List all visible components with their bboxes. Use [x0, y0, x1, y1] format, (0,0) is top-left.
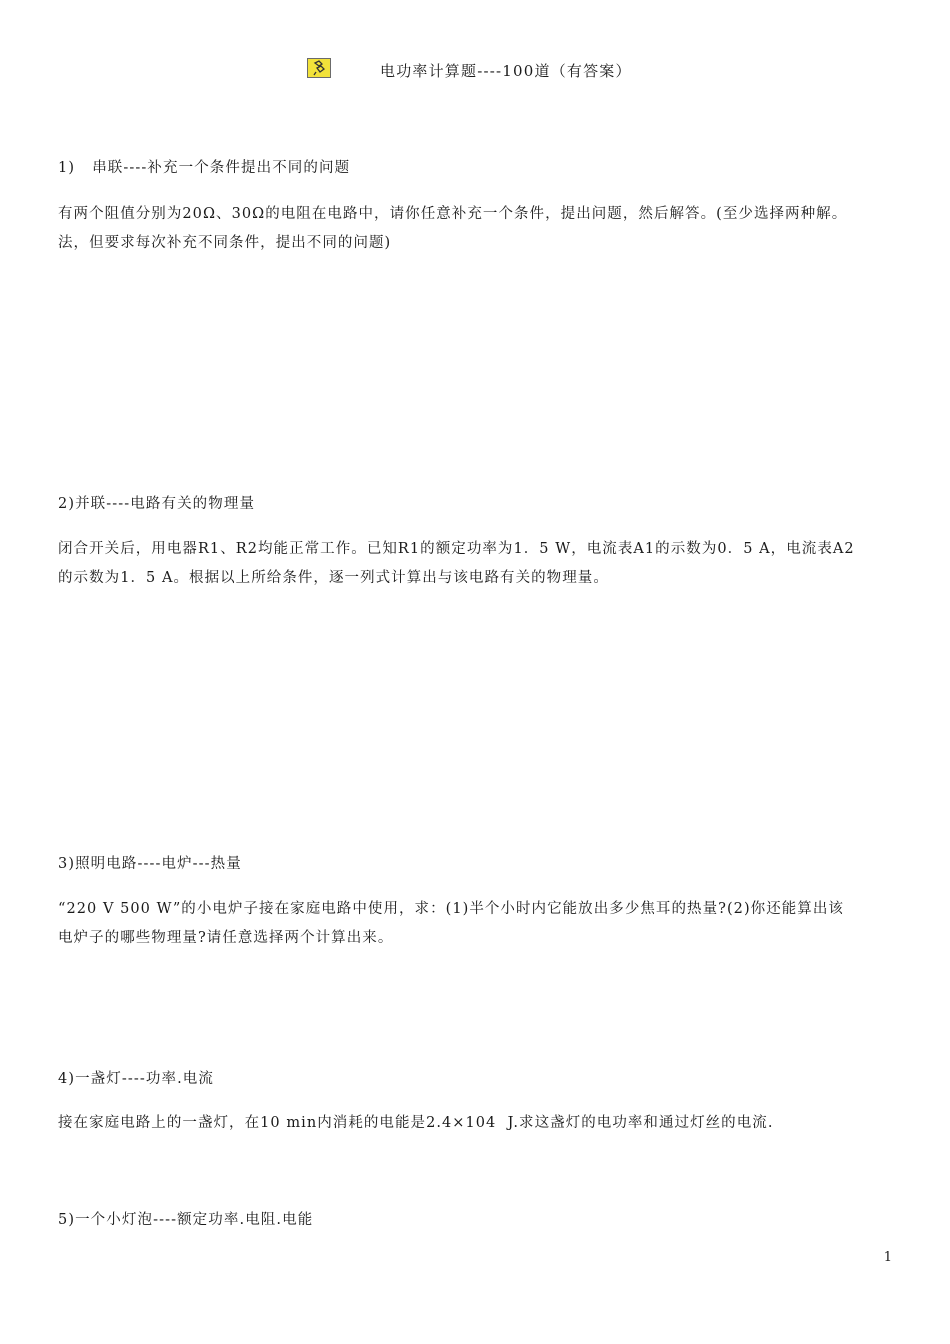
question-1-line-2: 法，但要求每次补充不同条件，提出不同的问题)	[58, 235, 392, 251]
question-3-body	[58, 895, 898, 953]
question-2-line-2: 的示数为1．5 A。根据以上所给条件，逐一列式计算出与该电路有关的物理量。	[58, 570, 609, 586]
question-2-body	[58, 535, 898, 593]
question-3-heading: 3)照明电路----电炉---热量	[58, 856, 242, 872]
document-header	[0, 58, 950, 86]
document-title: 电功率计算题----100道（有答案）	[380, 62, 632, 80]
question-2-line-1: 闭合开关后，用电器R1、R2均能正常工作。已知R1的额定功率为1．5 W，电流表A1的示数为0．5 A，电流表A2	[58, 541, 855, 557]
question-1-line-1: 有两个阻值分别为20Ω、30Ω的电阻在电路中，请你任意补充一个条件，提出问题，然后解答。(至少选择两种解。	[58, 206, 848, 222]
page-number: 1	[883, 1250, 892, 1265]
question-3-line-2: 电炉子的哪些物理量?请任意选择两个计算出来。	[58, 930, 394, 946]
question-2-heading: 2)并联----电路有关的物理量	[58, 496, 256, 512]
document-link-icon[interactable]	[307, 58, 331, 78]
question-1-heading: 1) 串联----补充一个条件提出不同的问题	[58, 160, 351, 176]
question-5-heading: 5)一个小灯泡----额定功率.电阻.电能	[58, 1212, 314, 1228]
question-1-body	[58, 200, 898, 258]
question-4-heading: 4)一盏灯----功率.电流	[58, 1071, 214, 1087]
question-4-line-1: 接在家庭电路上的一盏灯，在10 min内消耗的电能是2.4×104 J.求这盏灯的电功率和通过灯丝的电流.	[58, 1115, 774, 1131]
question-3-line-1: “220 V 500 W”的小电炉子接在家庭电路中使用，求：(1)半个小时内它能放出多少焦耳的热量?(2)你还能算出该	[58, 901, 844, 917]
question-4-body	[58, 1109, 898, 1138]
